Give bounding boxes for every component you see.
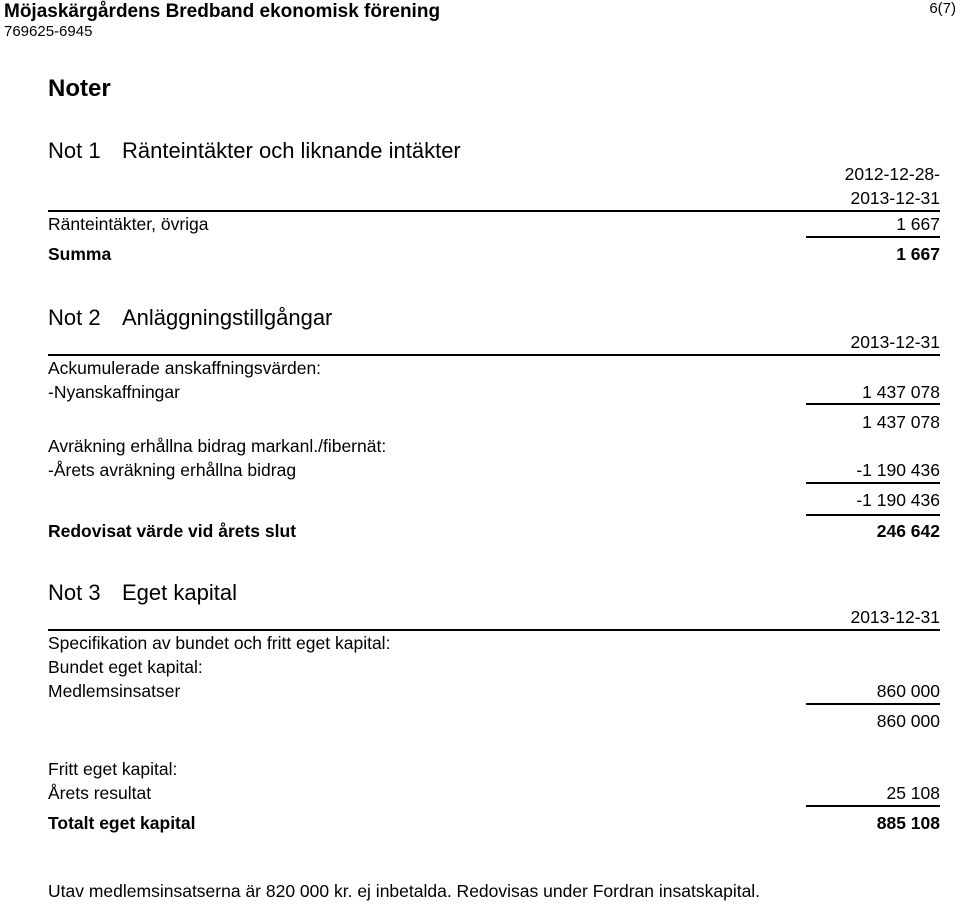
- note-3-member-value: 860 000: [876, 681, 940, 701]
- note-2-new-label: -Nyanskaffningar: [48, 382, 180, 402]
- note-1-sum-label: Summa: [48, 244, 112, 264]
- note-1-title: Ränteintäkter och liknande intäkter: [122, 138, 461, 163]
- note-3-header-rule: [48, 629, 940, 631]
- note-2-subtotal-1-rule: [806, 403, 940, 405]
- note-3-total-value: 885 108: [876, 813, 940, 833]
- note-2-subtotal-1: 1 437 078: [862, 412, 940, 432]
- note-3-date: 2013-12-31: [850, 607, 940, 627]
- note-1-header-rule: [48, 210, 940, 212]
- note-1-sum-rule: [806, 236, 940, 238]
- note-2-year-deduct-value: -1 190 436: [856, 460, 940, 480]
- note-2-heading: [48, 305, 332, 331]
- note-3-member-label: Medlemsinsatser: [48, 681, 181, 701]
- note-2-new-value: 1 437 078: [862, 382, 940, 402]
- note-2-closing-rule: [806, 514, 940, 516]
- note-3-heading: [48, 580, 237, 606]
- footnote: Utav medlemsinsatserna är 820 000 kr. ej inbetalda. Redovisas under Fordran insatskapital.: [48, 881, 761, 901]
- note-3-total-label: Totalt eget kapital: [48, 813, 196, 833]
- note-3-total-rule: [806, 805, 940, 807]
- note-1-row-label: Ränteintäkter, övriga: [48, 214, 209, 234]
- note-2-year-deduct-label: -Årets avräkning erhållna bidrag: [48, 460, 297, 480]
- note-3-number: Not 3: [48, 580, 101, 605]
- organization-name: Möjaskärgårdens Bredband ekonomisk förening: [4, 1, 441, 22]
- note-1-heading: [48, 138, 461, 164]
- note-2-closing-label: Redovisat värde vid årets slut: [48, 521, 297, 541]
- note-2-date: 2013-12-31: [850, 332, 940, 352]
- note-2-number: Not 2: [48, 305, 101, 330]
- note-3-result-value: 25 108: [886, 783, 940, 803]
- note-2-subtotal-2-rule: [806, 482, 940, 484]
- page-number: 6(7): [929, 0, 956, 17]
- note-3-spec-label: Specifikation av bundet och fritt eget kapital:: [48, 633, 391, 653]
- note-1-period-end: 2013-12-31: [850, 188, 940, 208]
- note-3-free-label: Fritt eget kapital:: [48, 759, 178, 779]
- note-3-title: Eget kapital: [122, 580, 237, 605]
- section-title: Noter: [48, 75, 111, 102]
- note-2-acc-label: Ackumulerade anskaffningsvärden:: [48, 358, 322, 378]
- note-2-deduct-label: Avräkning erhållna bidrag markanl./fibernät:: [48, 436, 387, 456]
- note-2-title: Anläggningstillgångar: [122, 305, 333, 330]
- note-1-period-start: 2012-12-28-: [844, 164, 940, 184]
- note-3-restricted-rule: [806, 703, 940, 705]
- organization-number: 769625-6945: [4, 23, 93, 40]
- note-1-number: Not 1: [48, 138, 101, 163]
- note-2-header-rule: [48, 354, 940, 356]
- note-2-subtotal-2: -1 190 436: [856, 490, 940, 510]
- note-1-sum-value: 1 667: [896, 244, 940, 264]
- note-2-closing-value: 246 642: [876, 521, 940, 541]
- note-3-result-label: Årets resultat: [48, 783, 152, 803]
- note-1-row-value: 1 667: [896, 214, 940, 234]
- note-3-restricted-label: Bundet eget kapital:: [48, 657, 203, 677]
- note-3-restricted-subtotal: 860 000: [876, 711, 940, 731]
